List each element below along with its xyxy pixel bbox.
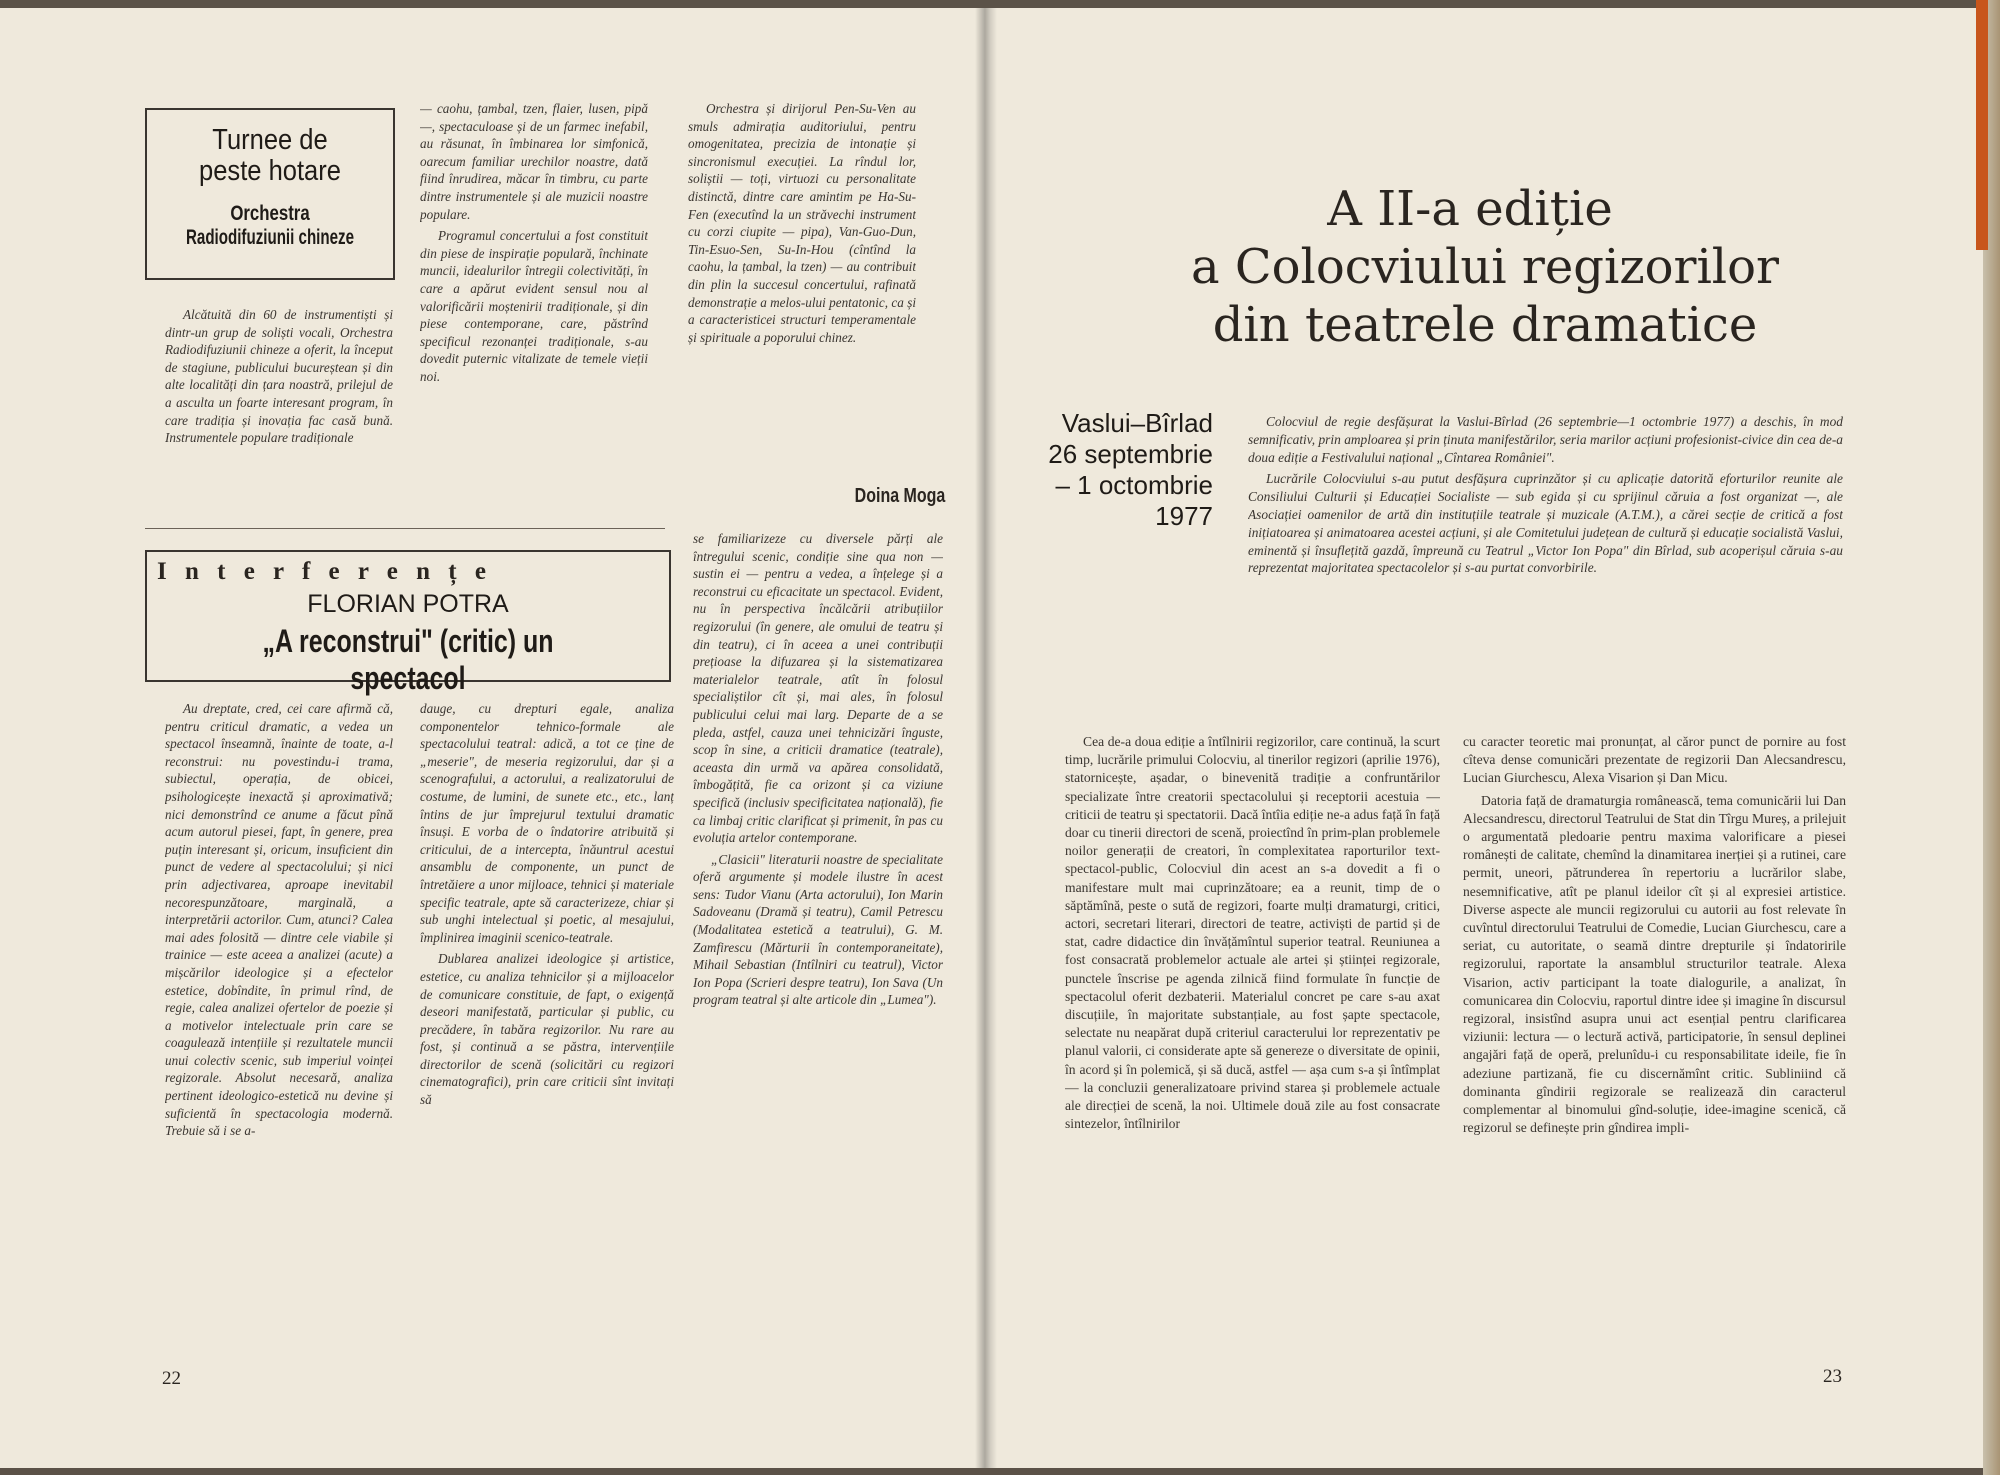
interferente-column-3 [693,530,943,1355]
right-title [985,180,1985,354]
interferente-title: „A reconstrui" (critic) un spectacol [262,623,554,696]
turnee-title-line2: peste hotare [199,155,341,187]
interferente-kicker: I n t e r f e r e n ț e [157,558,492,585]
interferente-col2-text: dauge, cu drepturi egale, analiza componentelor tehnico-formale ale spectacolului teatral: adică, a tot ce ține de „meserie", de meseria regizorului, dar și a scenografului, a actorului, a realizatorului de costume, de lumini, de sunete etc., etc., lanț întins de jur împrejurul textului dramatic însuși. E vorba de o îndatorire atribuită și criticului, de a intercepta, înăuntrul acestui ansamblu de componente, un punct de întretăiere a unor mijloace, tehnici și materiale specific teatrale, apte să caracterizeze, chiar și sub unghi intelectual și poetic, al mesajului, împlinirea imaginii scenico-teatrale. [420,701,674,945]
turnee-column-3 [688,100,916,482]
right-title-line2: a Colocviului regizorilor [1191,239,1779,295]
right-page [985,8,1985,1468]
intro-column [1248,413,1843,653]
interferente-column-1 [165,700,393,1355]
book-gutter [975,8,997,1468]
report-col2-text: cu caracter teoretic mai pronunțat, al căror punct de pornire au fost cîteva dense comunicări prezentate de regizorii Dan Alecsandrescu, Lucian Giurchescu, Alexa Visarion și Dan Micu. [1463,734,1846,786]
turnee-col3-text: Orchestra și dirijorul Pen-Su-Ven au smuls admirația auditoriului, pentru omogenitatea, precizia de intonație și sincronismul execuției. La rîndul lor, soliștii — toți, virtuozi cu personalitate distinctă, dintre care amintim pe Ha-Su-Fen (executînd la un străvechi instrument cu corzi ciupite — pipa), Van-Guo-Dun, Tin-Esuo-Sen, Su-In-Hou (cîntînd la caohu, la țambal, la tzen) — au contribuit din plin la succesul concertului, rafinată demonstrație a melos-ului pentatonic, ca și a caracteristicei structuri temperamentale și spirituale a poporului chinez. [688,101,916,345]
report-column-2 [1463,733,1846,1341]
turnee-col1-text: Alcătuită din 60 de instrumentiști și dintr-un grup de soliști vocali, Orchestra Radiodifuziunii chineze a oferit, la început de stagiune, publicului bucureștean și din alte localități din țara noastră, prilejul de a asculta un foarte interesant program, în care tradiția și inovația fac casă bună. Instrumentele populare tradiționale [165,307,393,446]
interferente-title-box [145,550,671,696]
section-divider [145,528,665,529]
dateline-year: 1977 [1155,501,1213,531]
page-number-left: 22 [162,1368,181,1389]
interferente-col3-text-2: „Clasicii" literaturii noastre de specialitate oferă argumente și modele ilustre în acest sens: Tudor Vianu (Arta actorului), Ion Marin Sadoveanu (Dramă și teatru), Camil Petrescu (Modalitatea estetică a teatrului), G. M. Zamfirescu (Mărturii în contemporaneitate), Mihail Sebastian (Intîlniri cu teatrul), Victor Ion Popa (Scrieri despre teatru), Ion Sava (Un program teatral și alte articole din „Lumea"). [693,851,943,1008]
interferente-col2-text-2: Dublarea analizei ideologice și artistice, estetice, cu analiza tehnicilor și a mijloacelor de comunicare constituie, de fapt, o exigență deseori manifestată, particular și public, cu precădere, în tabăra regizorilor. Nu rare au fost, și continuă a se păstra, intervențiile directorilor de scenă (solicitări cu regizori cinematografici), prin care criticii sînt invitați să [420,951,674,1108]
dateline-date1: 26 septembrie [1048,439,1213,469]
dateline [985,408,1213,532]
interferente-column-2 [420,700,674,1355]
report-column-1 [1065,733,1440,1341]
turnee-title-line1: Turnee de [212,124,328,156]
turnee-title-box [145,108,395,280]
turnee-column-2 [420,100,648,518]
intro-text: Colocviul de regie desfășurat la Vaslui-Bîrlad (26 septembrie—1 octombrie 1977) a deschis, în mod semnificativ, prin amploarea și prin ținuta manifestărilor, seria marilor acțiuni profesionist-civice din cea de-a doua ediție a Festivalului național „Cîntarea României". [1248,414,1843,465]
interferente-col3-text: se familiarizeze cu diversele părți ale întregului scenic, condiție sine qua non — sustin ei — pentru a vedea, a înțelege și a reconstrui cu eficacitate un spectacol. Evident, nu în perspectiva încălcării atribuțiilor regizorului (în genere, ale omului de teatru și din teatru), ci în aceea a unei contribuții prețioase la difuzarea și la sistematizarea materialelor teatrale, atît în folosul specialiștilor cît și, mai ales, în folosul publicului celui mai larg. Departe de a se pleda, astfel, cauza unei tehnicizări înguste, scop în sine, a criticii dramatice (teatrale), aceasta din urmă va apărea consolidată, îmbogățită, fie ca orizont și ca viziune specifică (inclusiv specificitatea națională), fie ca limbaj critic clarificat și primenit, în pas cu evoluția artelor contemporane. [693,531,943,846]
interferente-author: FLORIAN POTRA [307,590,509,618]
dateline-date2: – 1 octombrie [1055,470,1213,500]
turnee-subtitle-line1: Orchestra [230,202,310,225]
report-col1-text: Cea de-a doua ediție a întîlnirii regizorilor, care continuă, la scurt timp, lucrările primului Colocviu, al tinerilor regizori (aprilie 1976), statornicește, așadar, o binevenită tradiție a confruntărilor specializate între creatorii spectacolului și receptorii acestuia — criticii de teatru și spectatorii. Dacă întîia ediție ne-a adus față în față doar cu tinerii directori de scenă, proiectînd în prim-plan problemele noilor generații de creatori, în complexitatea raporturilor text-spectacol-public, Colocviul din acest an s-a dovedit a fi o manifestare mult mai cuprinzătoare; ea a reunit, timp de o săptămînă, peste o sută de regizori, foarte mulți dramaturgi, critici, actori, secretari literari, directori de teatre, activiști de partid și de stat, cadre didactice din învățămîntul superior teatral. Reuniunea a fost consacrată problemelor actuale ale artei și științei regizorale, punctele înscrise pe agenda zilnică fiind formulate în funcție de spectacolul oferit dezbaterii. Materialul concret pe care s-au axat discuțiile, în majoritate substanțiale, au fost șapte spectacole, selectate nu neapărat după criteriul caracterului lor reprezentativ pe planul valorii, ci considerate apte să genereze o diversitate de opinii, în acord și în polemică, și să ducă, astfel — așa cum s-a și întîmplat — la concluzii generalizatoare privind starea și problemele actuale ale direcției de scenă, la noi. Ultimele două zile au fost consacrate sintezelor, întîlnirilor [1065,734,1440,1132]
dateline-place: Vaslui–Bîrlad [1061,408,1213,438]
turnee-author: Doina Moga [854,485,945,507]
turnee-column-1 [165,306,393,518]
interferente-col1-text: Au dreptate, cred, cei care afirmă că, pentru criticul dramatic, a vedea un spectacol înseamnă, înainte de toate, a-l reconstrui: nu povestindu-i trama, subiectul, operația, de obicei, psihologicește inexactă și aproximativă; nici demonstrînd ce anume a făcut pînă acum autorul piesei, fapt, în genere, prea puțin interesant și, oricum, insuficient din punct de vedere al spectacolului; și nici prin adjectivarea, aproape inevitabil necorespunzătoare, marginală, a interpretării actorilor. Cum, atunci? Calea mai ades folosită — dintre cele viabile și trainice — este aceea a analizei (acute) a mișcărilor ideologice și a efectelor estetice, dobîndite, în primul rînd, de regie, calea analizei ofertelor de poezie și a motivelor intelectuale prin care se coagulează intențiile și rezultatele muncii unui colectiv scenic, sub imperiul voinței regizorale. Absolut necesară, analiza pertinent ideologico-estetică nu devine și suficientă în spectacologia modernă. Trebuie să i se a- [165,701,393,1139]
page-number-right: 23 [1823,1366,1842,1387]
right-title-line1: A II-a ediție [1327,181,1613,237]
left-page [0,8,985,1468]
intro-text-2: Lucrările Colocviului s-au putut desfășura cuprinzător și cu aplicație datorită eforturilor reunite ale Consiliului Culturii și Educației Socialiste — sub egida și cu sprijinul căruia a fost organizat —, ale Asociației oamenilor de artă din instituțiile teatrale și muzicale (A.T.M.), a cărei secție de critică a fost inițiatoarea și animatoarea acestei acțiuni, și ale Comitetului județean de cultură și educație socialistă Vaslui, eminentă și însuflețită gazdă, împreună cu Teatrul „Victor Ion Popa" din Bîrlad, sub acoperișul căruia s-au reprezentat majoritatea spectacolelor și s-au purtat convorbirile. [1248,471,1843,576]
turnee-col2-text-2: Programul concertului a fost constituit din piese de inspirație populară, închinate muncii, idealurilor întregii colectivități, în care a apărut evident sensul nou al valorificării moștenirii tradiționale, și din piese contemporane, care, păstrînd specificul rezonanței tradiționale, s-au dovedit puternic vitalizate de temele vieții noi. [420,228,648,384]
turnee-col2-text: — caohu, țambal, tzen, flaier, lusen, pipă —, spectaculoase și de un farmec inefabil, au răsunat, în îmbinarea lor simfonică, oarecum familiar urechilor noastre, dată fiind înrudirea, măcar în timbru, cu parte dintre instrumentele și ale muzicii noastre populare. [420,101,648,222]
report-col2-text-2: Datoria față de dramaturgia românească, tema comunicării lui Dan Alecsandrescu, directorul Teatrului de Stat din Tîrgu Mureș, a prilejuit o argumentată pledoarie pentru maxima valorificare a piesei românești de calitate, chemînd la dinamitarea inerției și a rutinei, care permit, uneori, pătrunderea în repertoriu a lucrărilor slabe, nesemnificative, atît pe planul ideilor cît și al expresiei artistice. Diverse aspecte ale muncii regizorului cu autorii au fost relevate în cuvîntul directorului Teatrului de Comedie, Lucian Giurchescu, care a seriat, cu autoritate, o seamă dintre drepturile și îndatoririle regizorului, raportate la ansamblul structurilor teatrale. Alexa Visarion, activ participant la toate dialogurile, a analizat, în comunicarea din Colocviu, raportul dintre idee și imagine în discursul regizoral, insistînd asupra unui act esențial pentru clarificarea viziunii: lectura — o lectură activă, participatorie, în sensul deplinei angajări față de operă, prelunîdu-i cu responsabilitate ideile, fie în adeziune partizană, fie cu discernămînt critic. Subliniind că dominanta gîndirii regizorale se realizează din caracterul complementar al binomului gînd-soluție, idee-imagine scenică, că regizorul se definește prin gîndirea impli- [1463,792,1846,1136]
bookmark-ribbon [1976,0,1988,250]
turnee-subtitle-line2: Radiodifuziunii chineze [185,226,355,249]
right-title-line3: din teatrele dramatice [1212,297,1758,353]
